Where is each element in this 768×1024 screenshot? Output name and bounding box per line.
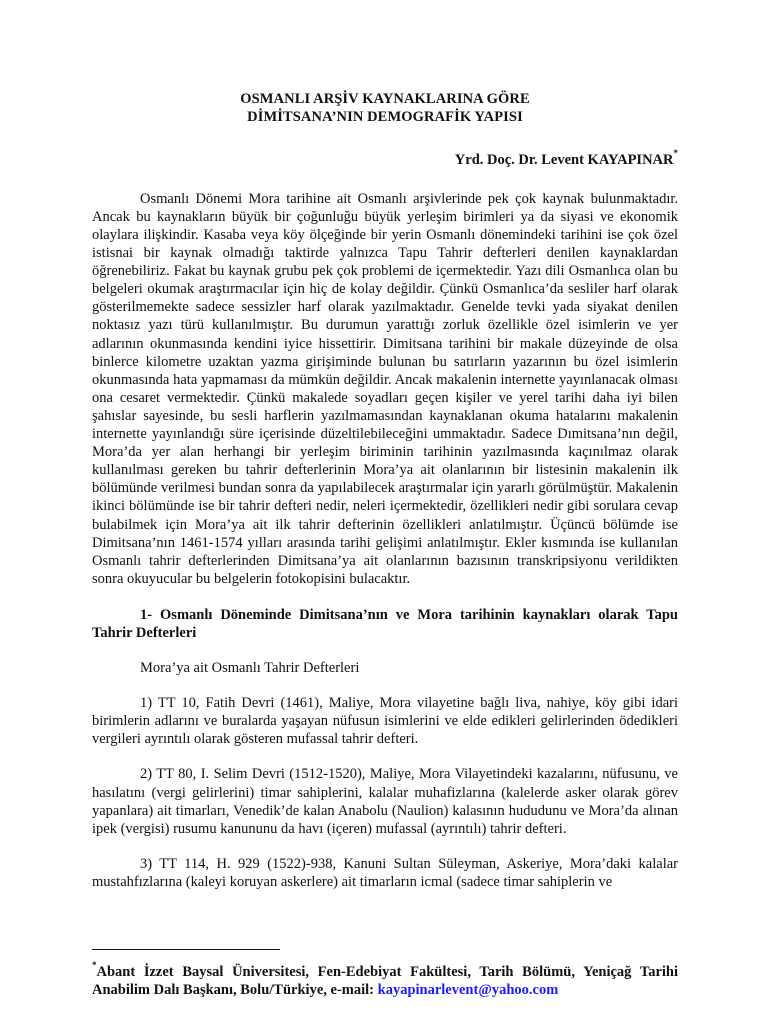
footnote-divider xyxy=(92,949,280,950)
footnote-text: Abant İzzet Baysal Üniversitesi, Fen-Edebiyat Fakültesi, Tarih Bölümü, Yeniçağ Tarihi Anabilim Dalı Başkanı, Bolu/Türkiye, e-mail: xyxy=(92,963,678,999)
author-email-link[interactable]: kayapinarlevent@yahoo.com xyxy=(377,982,559,999)
list-item: 3) TT 114, H. 929 (1522)-938, Kanuni Sultan Süleyman, Askeriye, Mora’daki kalalar mustahfızlarına (kaleyi koruyan askerlere) ait timarların icmal (sadece timar sahiplerin ve xyxy=(92,855,678,890)
paper-title-line-2: DİMİTSANA’NIN DEMOGRAFİK YAPISI xyxy=(247,109,523,125)
footnote xyxy=(92,958,678,1000)
paper-page xyxy=(92,90,678,906)
paper-title-line-1: OSMANLI ARŞİV KAYNAKLARINA GÖRE xyxy=(240,91,530,107)
author-name: Yrd. Doç. Dr. Levent KAYAPINAR xyxy=(454,151,674,168)
section-1-heading: 1- Osmanlı Döneminde Dimitsana’nın ve Mora tarihinin kaynakları olarak Tapu Tahrir Defterleri xyxy=(92,606,678,641)
author-line xyxy=(92,146,678,169)
intro-paragraph: Osmanlı Dönemi Mora tarihine ait Osmanlı arşivlerinde pek çok kaynak bulunmaktadır. Ancak bu kaynakların büyük bir çoğunluğu büyük yerleşim birimleri ya da siyasi ve ekonomik olaylara ilişkindir. Kasaba veya köy ölçeğinde bir yerin Osmanlı dönemindeki tarihini ise çok özel istisnai bir kaynak olmadığı taktirde yalnızca Tapu Tahrir defterleri denilen kaynaklardan öğrenebiliriz. Fakat bu kaynak grubu pek çok problemi de içermektedir. Yazı dili Osmanlıca olan bu belgeleri okumak araştırmacılar için hiç de kolay değildir. Çünkü Osmanlıca’da sesliler harf olarak gösterilmemekte sadece sessizler harf olarak yazılmaktadır. Genelde tevki yada siyakat denilen noktasız yazı türü kullanılmıştır. Bu durumun yarattığı zorluk özellikle özel isimlerin ve yer adlarının okunmasında kendini iyice hissettirir. Dimitsana tarihini bir makale düzeyinde de olsa binlerce kilometre uzaktan yazma girişiminde bulunan bu satırların yazarının bu özel isimlerin okunmasında hata yapmaması da mümkün değildir. Ancak makalenin internette yayınlanacak olması ona cesaret vermektedir. Çünkü makalede soyadları geçen kişiler ve yerel tarihi daha iyi bilen şahıslar sayesinde, bu sesli harflerin yazılmamasından kaynaklanan okuma hatalarını makalenin internette yayınlandığı süre içerisinde düzeltilebileceğini ummaktadır. Sadece Dımitsana’nın değil, Mora’da yer alan herhangi bir yerleşim biriminin tarihinin yazılmasında kaçınılmaz olarak kullanılması gereken bu tahrir defterlerinin Mora’ya ait olanlarının bir listesinin makalenin ilk bölümünde verilmesi bundan sonra da yapılabilecek araştırmalar için yararlı görülmüştür. Makalenin ikinci bölümünde ise bir tahrir defteri nedir, neleri içermektedir, özellikleri nedir gibi sorulara cevap bulabilmek için Mora’ya ait ilk tahrir defterinin özellikleri anlatılmıştır. Üçüncü bölümde ise Dimitsana’nın 1461-1574 yılları arasında tarihi gelişimi anlatılmıştır. Ekler kısmında ise kullanılan Osmanlı tahrir defterlerinden Dimitsana’ya ait olanlarının bazısının transkripsiyonu verildikten sonra okuyucular bu belgelerin fotokopisini bulacaktır. xyxy=(92,190,678,587)
list-item: 1) TT 10, Fatih Devri (1461), Maliye, Mora vilayetine bağlı liva, nahiye, köy gibi idari birimlerin adlarını ve buralarda yaşayan nüfusun isimlerini ve elde edikleri gelirlerinden ödedikleri vergileri ayrıntılı olarak gösteren mufassal tahrir defteri. xyxy=(92,695,678,748)
footnote-marker: * xyxy=(92,960,97,970)
subsection-heading: Mora’ya ait Osmanlı Tahrir Defterleri xyxy=(140,660,360,677)
list-item: 2) TT 80, I. Selim Devri (1512-1520), Maliye, Mora Vilayetindeki kazalarını, nüfusunu, ve hasılatını (vergi gelirlerini) timar sahiplerini, kalalar muhafizlarına (kalelerde asker olarak görev yapanlara) ait timarları, Venedik’de kalan Anabolu (Naulion) kalasının hududunu ve Mora’da alınan ipek (vergisi) rusumu kanununu da havı (içeren) mufassal (ayrıntılı) tahrir defteri. xyxy=(92,766,678,837)
author-footnote-marker: * xyxy=(673,148,678,158)
